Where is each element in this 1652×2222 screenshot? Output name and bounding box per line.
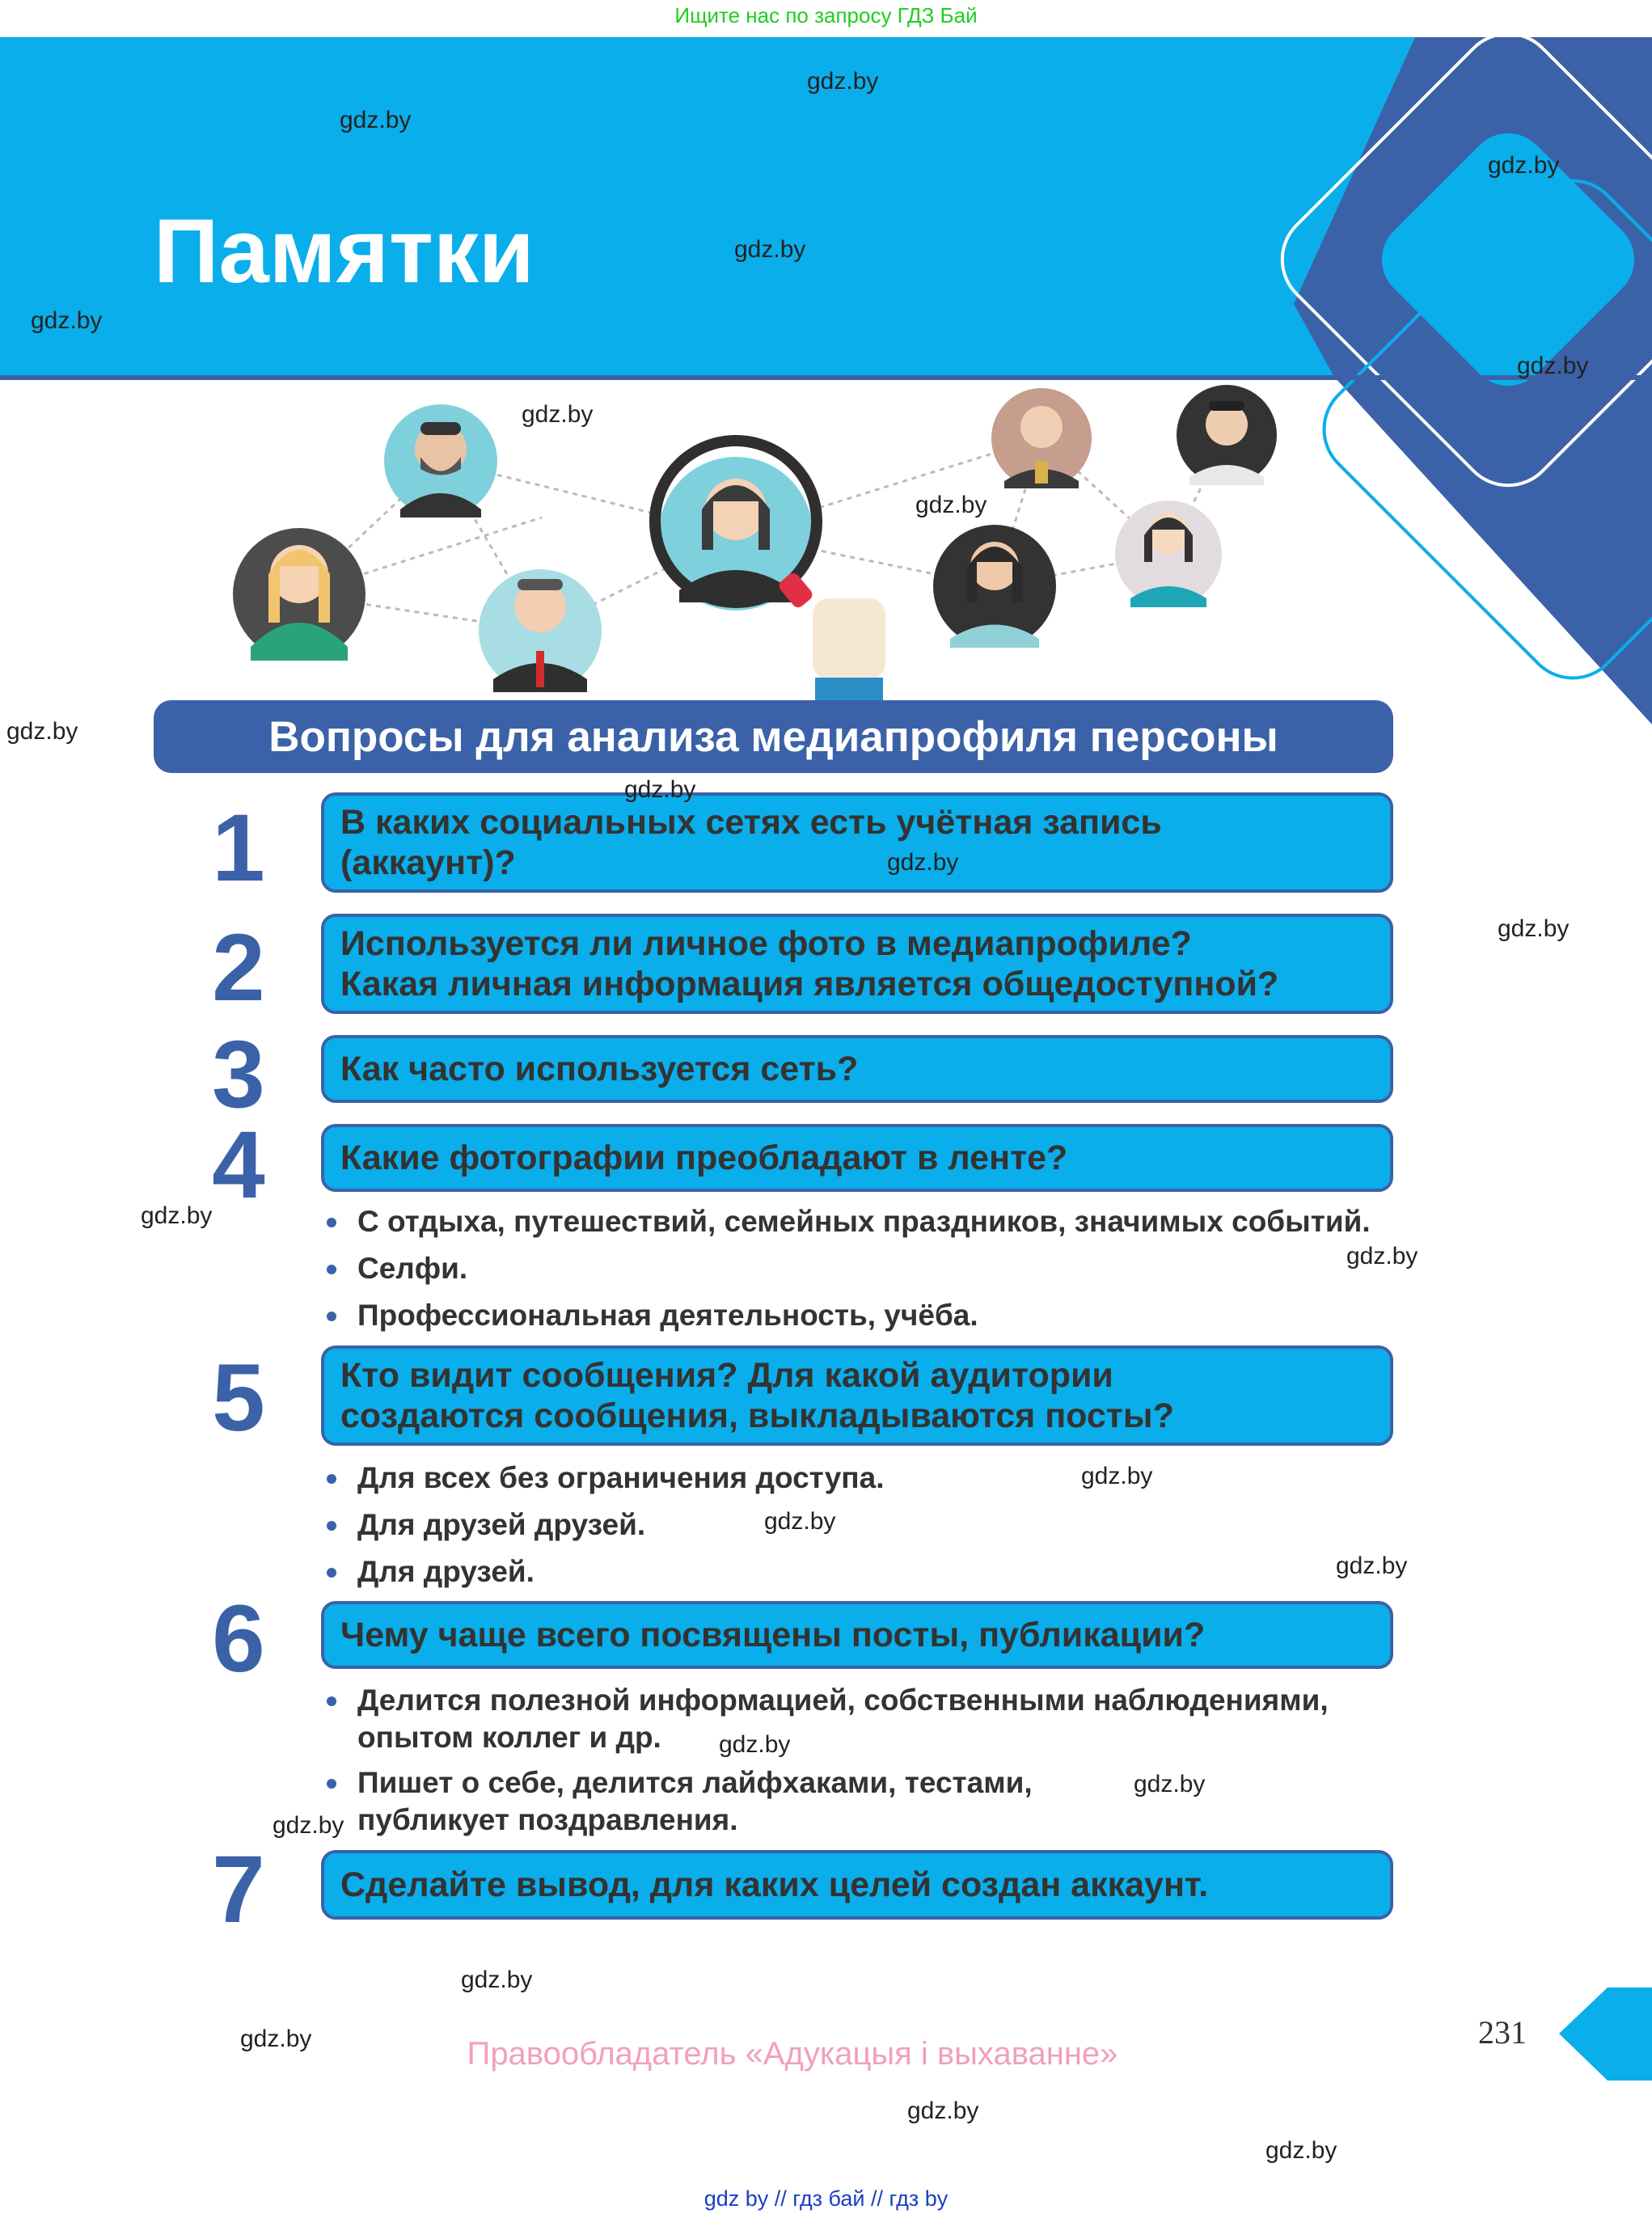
- question-5-bullets: [323, 1460, 1407, 1590]
- list-item: Профессиональная деятельность, учёба.: [323, 1297, 1407, 1334]
- watermark: gdz.by: [807, 68, 879, 95]
- question-1-line-2: (аккаунт)?: [340, 843, 516, 882]
- rights-holder-notice: Правообладатель «Адукацыя і выхаванне»: [467, 2036, 1118, 2072]
- question-4-bullets: [323, 1203, 1407, 1334]
- watermark: gdz.by: [719, 1731, 791, 1758]
- watermark: gdz.by: [907, 2097, 979, 2124]
- people-network-illustration: [218, 380, 1334, 703]
- question-number-5: 5: [212, 1345, 265, 1451]
- list-item: Для друзей.: [323, 1553, 1407, 1590]
- avatar-bearded-man: [384, 404, 497, 517]
- list-item: Делится полезной информацией, собственными наблюдениями, опытом коллег и др.: [323, 1682, 1407, 1756]
- watermark: gdz.by: [887, 849, 959, 876]
- avatar-woman-phone: [933, 525, 1056, 648]
- watermark: gdz.by: [31, 307, 103, 334]
- question-number-2: 2: [212, 915, 265, 1021]
- question-2-line-1: Используется ли личное фото в медиапрофиле?: [340, 924, 1192, 963]
- question-number-7: 7: [212, 1836, 265, 1943]
- watermark: gdz.by: [915, 492, 987, 518]
- question-box-2: [321, 914, 1393, 1014]
- page-number: 231: [1478, 2014, 1527, 2051]
- watermark: gdz.by: [1265, 2137, 1337, 2164]
- watermark: gdz.by: [624, 776, 696, 803]
- avatar-older-man: [991, 388, 1092, 488]
- watermark: gdz.by: [240, 2026, 312, 2052]
- question-box-1: [321, 792, 1393, 893]
- watermark: gdz.by: [141, 1202, 213, 1229]
- question-box-3: [321, 1035, 1393, 1103]
- section-title: Вопросы для анализа медиапрофиля персоны: [154, 700, 1393, 773]
- watermark: gdz.by: [734, 236, 806, 263]
- watermark: gdz.by: [340, 107, 412, 133]
- watermark: gdz.by: [1134, 1771, 1206, 1797]
- question-box-4: [321, 1124, 1393, 1192]
- list-item: Пишет о себе, делится лайфхаками, тестами, публикует поздравления.: [323, 1764, 1407, 1839]
- watermark: gdz.by: [522, 401, 594, 428]
- question-box-5: [321, 1345, 1393, 1446]
- question-5-line-1: Кто видит сообщения? Для какой аудитории: [340, 1356, 1113, 1395]
- watermark: gdz.by: [1336, 1552, 1408, 1579]
- avatar-woman-glasses: [233, 528, 365, 661]
- question-number-3: 3: [212, 1021, 265, 1128]
- question-5-line-2: создаются сообщения, выкладываются посты?: [340, 1396, 1174, 1435]
- list-item: С отдыха, путешествий, семейных праздников, значимых событий.: [323, 1203, 1407, 1240]
- watermark: gdz.by: [6, 718, 78, 745]
- watermark: gdz.by: [1346, 1243, 1418, 1269]
- list-item: Для друзей друзей.: [323, 1506, 1407, 1544]
- watermark: gdz.by: [273, 1812, 344, 1839]
- list-item: Селфи.: [323, 1250, 1407, 1287]
- question-1-line-1: В каких социальных сетях есть учётная запись: [340, 803, 1162, 842]
- question-number-6: 6: [212, 1586, 265, 1692]
- pointing-hand-icon: [813, 598, 885, 702]
- watermark: gdz.by: [1517, 353, 1589, 379]
- question-box-6: [321, 1601, 1393, 1669]
- question-6-line-1: Чему чаще всего посвящены посты, публикации?: [340, 1616, 1206, 1654]
- question-number-4: 4: [212, 1112, 265, 1219]
- page-corner-tab: [1559, 1988, 1652, 2080]
- question-3-line-1: Как часто используется сеть?: [340, 1050, 859, 1088]
- question-7-line-1: Сделайте вывод, для каких целей создан аккаунт.: [340, 1865, 1209, 1904]
- avatar-young-woman: [1115, 501, 1222, 607]
- list-item: Для всех без ограничения доступа.: [323, 1460, 1407, 1497]
- watermark: gdz.by: [1488, 152, 1560, 179]
- avatar-man-red-tie: [479, 569, 602, 692]
- question-4-line-1: Какие фотографии преобладают в ленте?: [340, 1138, 1068, 1177]
- page-title: Памятки: [154, 201, 534, 302]
- watermark: gdz.by: [461, 1966, 533, 1993]
- question-6-bullets: [323, 1682, 1407, 1839]
- question-box-7: [321, 1850, 1393, 1920]
- watermark: gdz.by: [1081, 1463, 1153, 1489]
- top-search-note: Ищите нас по запросу ГДЗ Бай: [674, 3, 978, 27]
- avatar-man-mustache: [1177, 385, 1277, 485]
- question-number-1: 1: [212, 795, 265, 902]
- question-2-line-2: Какая личная информация является общедоступной?: [340, 965, 1279, 1003]
- footer-links: gdz by // гдз бай // гдз by: [703, 2186, 949, 2211]
- watermark: gdz.by: [764, 1508, 836, 1535]
- watermark: gdz.by: [1498, 915, 1570, 942]
